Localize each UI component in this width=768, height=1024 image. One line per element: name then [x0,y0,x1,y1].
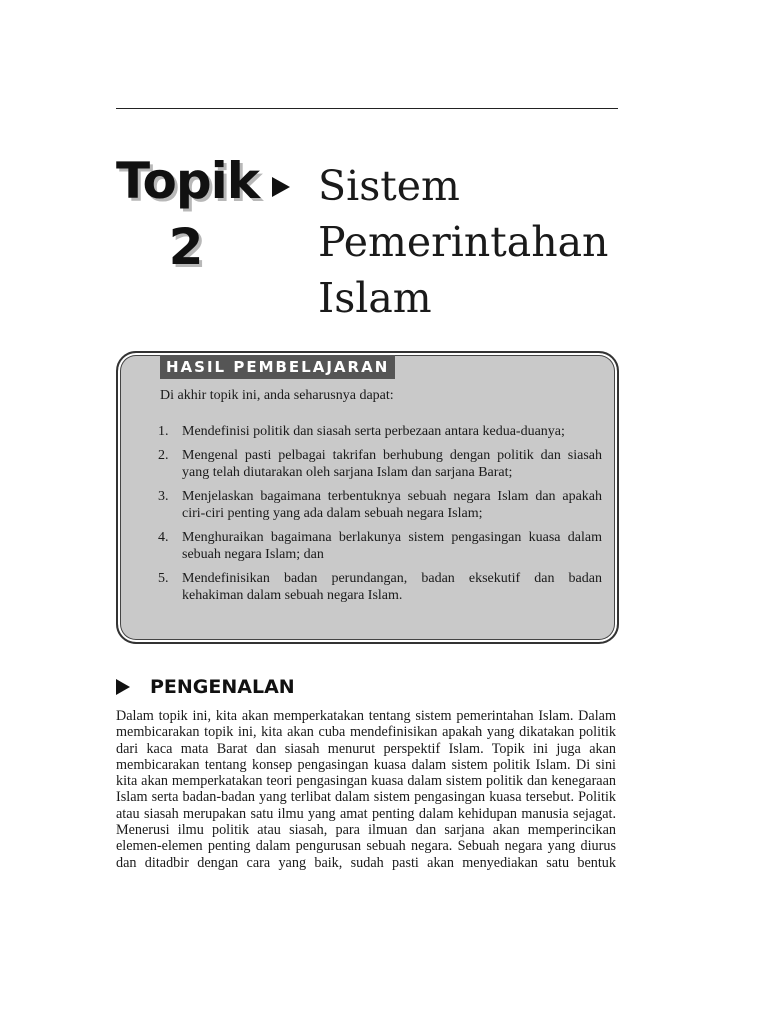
list-item [158,570,602,604]
topic-number: 2 [168,218,204,276]
learning-outcomes-list [158,423,602,611]
learning-outcomes-heading: HASIL PEMBELAJARAN [160,355,395,379]
header-rule [116,108,618,109]
list-item-text: Mendefinisikan badan perundangan, badan eksekutif dan badan kehakiman dalam sebuah negara Islam. [182,571,602,603]
chapter-title-line: Pemerintahan [318,218,609,266]
list-item [158,529,602,563]
list-item-text: Menjelaskan bagaimana terbentuknya sebuah negara Islam dan apakah ciri-ciri penting yang ada dalam sebuah negara Islam; [182,489,602,521]
list-item-text: Mengenal pasti pelbagai takrifan berhubung dengan politik dan siasah yang telah diutarakan oleh sarjana Islam dan sarjana Barat; [182,448,602,480]
list-item-text: Menghuraikan bagaimana berlakunya sistem pengasingan kuasa dalam sebuah negara Islam; dan [182,530,602,562]
chapter-title [318,158,618,326]
list-item-number: 3. [158,489,169,504]
list-item-number: 4. [158,530,169,545]
play-arrow-icon [272,177,290,197]
chapter-title-line: Islam [318,274,432,322]
learning-outcomes-intro: Di akhir topik ini, anda seharusnya dapat: [160,388,394,403]
play-arrow-icon [116,679,130,695]
section-body-text: Dalam topik ini, kita akan memperkatakan tentang sistem pemerintahan Islam. Dalam membicarakan topik ini, kita akan cuba mendefinisikan apakah yang dikatakan politik dari kaca mata Barat dan siasah menurut perspektif Islam. Topik ini juga akan membicarakan tentang konsep pengasingan kuasa dalam sistem politik Islam. Di sini kita akan memperkatakan teori pengasingan kuasa dalam sistem politik dan kenegaraan Islam serta badan-badan yang terlibat dalam sistem pengasingan kuasa tersebut. Politik atau siasah merupakan satu ilmu yang amat penting dalam kehidupan manusia sejagat. Menerusi ilmu politik atau siasah, para ilmuan dan sarjana akan memperincikan elemen-elemen penting dalam pengurusan sebuah negara. Sebuah negara yang diurus dan ditadbir dengan cara yang baik, sudah pasti akan menyediakan satu bentuk [116,708,616,871]
section-title: PENGENALAN [150,676,295,698]
topic-word: Topik [116,152,259,210]
chapter-title-line: Sistem [318,162,460,210]
list-item-number: 5. [158,571,169,586]
list-item [158,447,602,481]
list-item-number: 2. [158,448,169,463]
learning-outcomes-box [116,351,619,644]
section-heading [116,674,295,700]
topic-label [116,150,259,278]
list-item [158,423,602,440]
list-item [158,488,602,522]
list-item-text: Mendefinisi politik dan siasah serta perbezaan antara kedua-duanya; [182,424,565,439]
list-item-number: 1. [158,424,169,439]
